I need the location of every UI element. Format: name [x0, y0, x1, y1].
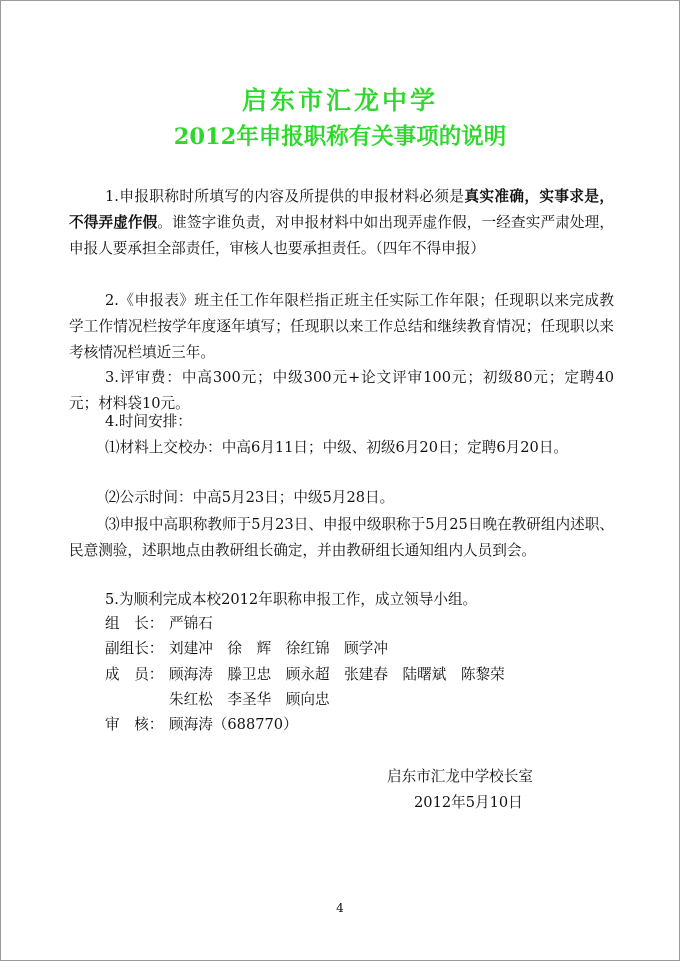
paragraph-3: 3.评审费：中高300元；中级300元+论文评审100元；初级80元；定聘40元；材料袋10元。	[69, 369, 614, 412]
group-members-row-2	[105, 687, 330, 713]
paragraph-1-emphasis: 真实准确，实事求是，不得弄虚作假	[69, 188, 614, 231]
paragraph-4-sub2: ⑵公示时间：中高5月23日；中级5月28日。	[105, 489, 395, 506]
group-audit-row	[105, 712, 298, 738]
group-audit-name: 顾海涛（688770）	[169, 716, 298, 733]
group-members-names-2: 朱红松 李圣华 顾向忠	[169, 691, 330, 708]
signature-org: 启东市汇龙中学校长室	[387, 768, 533, 785]
paragraph-1	[69, 184, 614, 261]
group-leader-label: 组 长：	[105, 615, 164, 632]
signature-date: 2012年5月10日	[414, 794, 523, 811]
paragraph-4-sub3: ⑶申报中高职称教师于5月23日、申报中级职称于5月25日晚在教研组内述职、民意测验，述职地点由教研组长确定，并由教研组长通知组内人员到会。	[69, 516, 614, 559]
group-members-row	[105, 662, 505, 688]
paragraph-1-prefix: 1.申报职称时所填写的内容及所提供的申报材料必须是	[105, 188, 465, 205]
title-school: 启东市汇龙中学	[241, 86, 438, 115]
group-members-label: 成 员：	[105, 666, 164, 683]
paragraph-1-rest: 。谁签字谁负责，对申报材料中如出现弄虚作假，一经查实严肃处理，申报人要承担全部责任，审核人也要承担责任。（四年不得申报）	[69, 213, 614, 257]
group-deputy-label: 副组长：	[105, 640, 164, 657]
paragraph-2: 2.《申报表》班主任工作年限栏指正班主任实际工作年限；任现职以来完成教学工作情况栏按学年度逐年填写；任现职以来工作总结和继续教育情况；任现职以来考核情况栏填近三年。	[69, 292, 614, 361]
group-audit-label: 审 核：	[105, 716, 164, 733]
paragraph-5: 5.为顺利完成本校2012年职称申报工作，成立领导小组。	[105, 591, 478, 608]
title-subject: 2012年申报职称有关事项的说明	[173, 124, 507, 150]
group-deputy-names: 刘建冲 徐 辉 徐红锦 顾学冲	[169, 640, 388, 657]
page-number: 4	[336, 901, 344, 915]
paragraph-4-heading: 4.时间安排：	[105, 413, 192, 430]
paragraph-4-sub1: ⑴材料上交校办：中高6月11日；中级、初级6月20日；定聘6月20日。	[105, 439, 569, 456]
group-leader-name: 严锦石	[169, 615, 213, 632]
group-leader-row	[105, 611, 213, 637]
group-deputy-row	[105, 636, 388, 662]
group-members-names-1: 顾海涛 滕卫忠 顾永超 张建春 陆曙斌 陈黎荣	[169, 666, 505, 683]
